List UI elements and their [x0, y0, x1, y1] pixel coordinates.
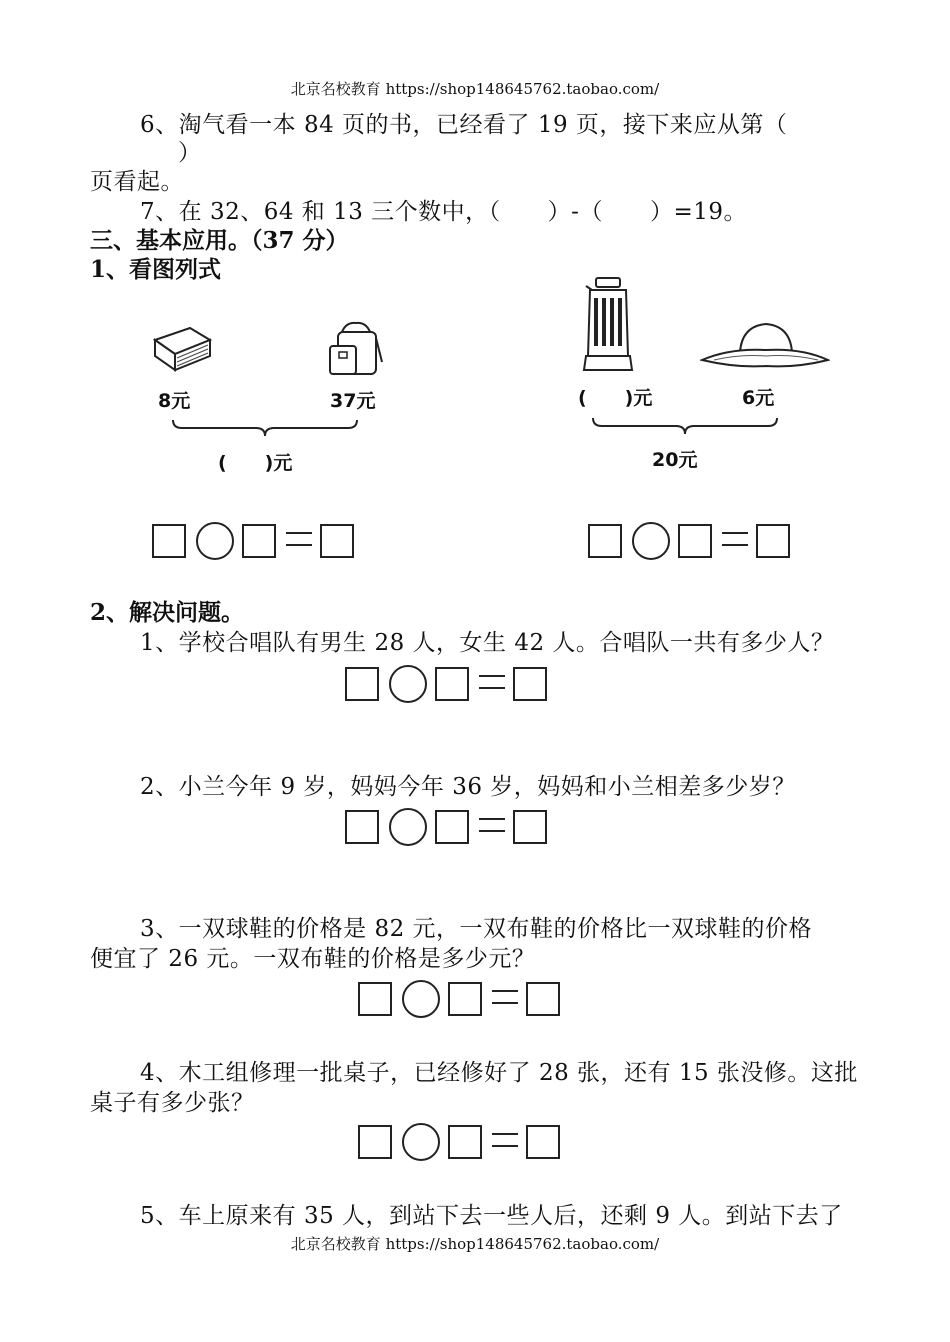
equals-sign [492, 1133, 518, 1147]
equals-sign [722, 532, 748, 546]
right-equation-template [588, 521, 798, 561]
answer-box[interactable] [345, 810, 379, 844]
equals-sign [479, 818, 505, 832]
answer-box[interactable] [320, 524, 354, 558]
backpack-icon [326, 318, 386, 380]
question-7: 7、在 32、64 和 13 三个数中，（ ）-（ ）=19。 [140, 199, 747, 225]
problem-3-line2: 便宜了 26 元。一双布鞋的价格是多少元？ [90, 946, 536, 972]
problem-4-equation [358, 1122, 568, 1162]
left-equation-template [152, 521, 362, 561]
question-6-line2: ） [178, 140, 202, 166]
question-6-line1: 6、淘气看一本 84 页的书，已经看了 19 页，接下来应从第（ [140, 112, 788, 138]
problem-4-line1: 4、木工组修理一批桌子，已经修好了 28 张，还有 15 张没修。这批 [140, 1060, 858, 1086]
thermos-price-blank: ( )元 [578, 387, 653, 409]
answer-box[interactable] [448, 1125, 482, 1159]
answer-box[interactable] [152, 524, 186, 558]
problem-4-line2: 桌子有多少张？ [90, 1090, 255, 1116]
problem-5-line1: 5、车上原来有 35 人，到站下去一些人后，还剩 9 人。到站下去了 [140, 1203, 843, 1229]
question-6-line3: 页看起。 [90, 169, 184, 195]
answer-box[interactable] [345, 667, 379, 701]
answer-box[interactable] [435, 810, 469, 844]
answer-box[interactable] [358, 1125, 392, 1159]
answer-box[interactable] [526, 982, 560, 1016]
hat-icon [700, 318, 830, 368]
answer-box[interactable] [513, 667, 547, 701]
operator-circle[interactable] [389, 808, 427, 846]
operator-circle[interactable] [402, 1123, 440, 1161]
left-total-blank: ( )元 [218, 452, 293, 474]
operator-circle[interactable] [402, 980, 440, 1018]
answer-box[interactable] [435, 667, 469, 701]
answer-box[interactable] [588, 524, 622, 558]
backpack-price: 37元 [330, 390, 376, 412]
answer-box[interactable] [242, 524, 276, 558]
answer-box[interactable] [448, 982, 482, 1016]
thermos-icon [580, 276, 642, 374]
section-title: 三、基本应用。（37 分） [90, 227, 349, 254]
left-brace [170, 418, 360, 438]
page-header: 北京名校教育 https://shop148645762.taobao.com/ [290, 80, 660, 98]
operator-circle[interactable] [196, 522, 234, 560]
answer-box[interactable] [526, 1125, 560, 1159]
equals-sign [492, 990, 518, 1004]
page-footer: 北京名校教育 https://shop148645762.taobao.com/ [290, 1235, 660, 1253]
hat-price: 6元 [742, 387, 775, 409]
problem-1-equation [345, 664, 555, 704]
answer-box[interactable] [513, 810, 547, 844]
book-price: 8元 [158, 390, 191, 412]
answer-box[interactable] [358, 982, 392, 1016]
right-total: 20元 [652, 449, 698, 471]
operator-circle[interactable] [632, 522, 670, 560]
operator-circle[interactable] [389, 665, 427, 703]
problem-1: 1、学校合唱队有男生 28 人，女生 42 人。合唱队一共有多少人？ [140, 630, 835, 656]
subsection-picture: 1、看图列式 [90, 256, 222, 283]
equals-sign [479, 675, 505, 689]
subsection-problems: 2、解决问题。 [90, 599, 245, 626]
right-brace [590, 416, 780, 436]
problem-3-line1: 3、一双球鞋的价格是 82 元，一双布鞋的价格比一双球鞋的价格 [140, 916, 813, 942]
problem-3-equation [358, 979, 568, 1019]
problem-2-equation [345, 807, 555, 847]
equals-sign [286, 532, 312, 546]
answer-box[interactable] [756, 524, 790, 558]
answer-box[interactable] [678, 524, 712, 558]
problem-2: 2、小兰今年 9 岁，妈妈今年 36 岁，妈妈和小兰相差多少岁？ [140, 774, 796, 800]
book-icon [150, 318, 220, 378]
